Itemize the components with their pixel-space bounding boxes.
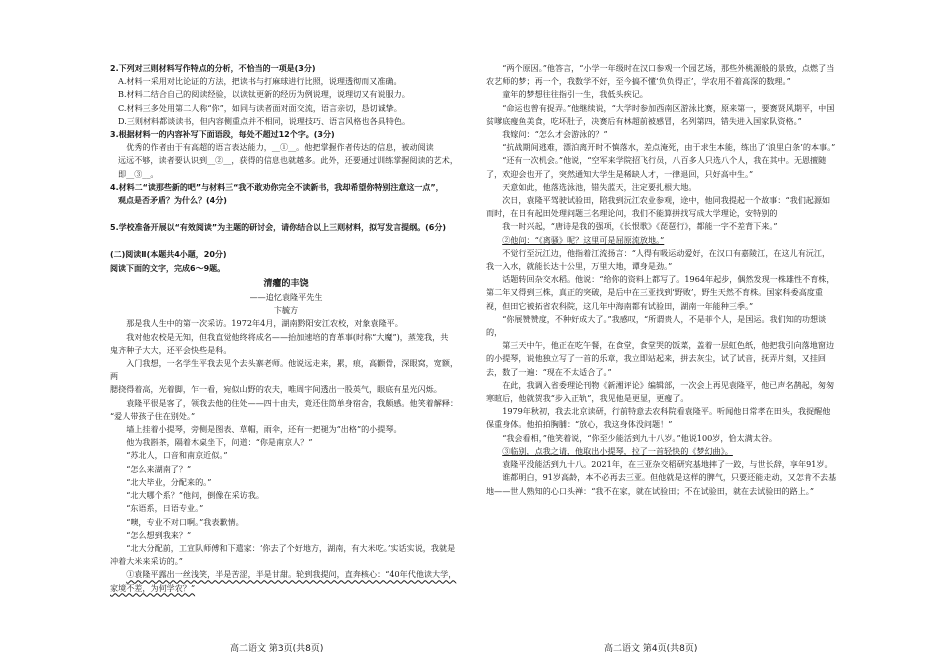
para-6: 他为我斟茶，隔着木桌坐下，问道：“你是南京人？” <box>126 437 313 448</box>
q2-option-b: B.材料二结合自己的阅读经验，以读钛更新的经历为例说理，说理切又有说服力。 <box>118 89 410 100</box>
underlined-sentence-1 <box>110 568 462 594</box>
r-para-15: 1979年秋初，我去北京读研，行前特意去农科院看袁隆平。听闻他日常孝在田头，我捉醒他保重身体。他拍拍胸脯：“放心，我这身体没问题！” <box>486 406 831 430</box>
r-para-17: 袁隆平没能活到九十八。2021年，在三亚杂交稻研究基地摔了一跤，与世长辞，享年91岁。 <box>502 459 833 470</box>
para-5: 墙上挂着小提琴，旁侧是图表、草帽，雨伞，还有一把褪为“出格”的小提琴。 <box>126 424 402 435</box>
dialog-1: “苏北人，口音和南京近似。” <box>126 450 228 461</box>
article-title: 清癯的丰饶 <box>263 278 309 289</box>
reading-instruction: 阅读下面的文字，完成6～9题。 <box>110 263 226 273</box>
question-2: 2.下列对三则材料写作特点的分析，不恰当的一项是(3分) <box>110 64 316 73</box>
r-para-1: “两个原因。”他答言，“小学一年级时在汉口参观一个园艺场，那些外桃源般的景致，点燃了当农艺师的梦；再一个，我数学不好，至今搞不懂‘负负得正’，学农用不着高深的数理。” <box>486 63 835 87</box>
underlined-sentence-2 <box>486 234 838 247</box>
left-page <box>110 62 462 595</box>
dialog-6: “噢，专业不对口啊。”我表歉情。 <box>126 516 244 527</box>
q3-line-2: 远远不够，读者要认识到__②__，获得的信息也就越多。此外，还要通过训练掌握阅读的艺术， <box>118 155 458 166</box>
right-page <box>486 62 838 498</box>
r-para-3: “命运也曾有捉弄。”他继续说，“大学时参加西南区游泳比赛，原来第一，要赛贤风期平，中国贫嗲底瘦鱼美食，吃坏肚子，决赛后有林超前被感冒，名列第四，错失进入国家队资格。” <box>486 102 835 126</box>
r-para-4: 我嫁问：“怎么才会游泳的？” <box>502 129 608 140</box>
dialog-8: “北大分配前，工宣队师傅和下遣家：‘你去了个好地方，湖南，有大米吃。’实话实说，我就是冲着大米来采访的。” <box>110 542 456 567</box>
article-subtitle: ——追忆袁隆平先生 <box>249 292 323 303</box>
question-5: 5.学校准备开展以“有效阅读”为主题的研讨会，请你结合以上三则材料，拟写发言提纲。(6分) <box>110 223 446 233</box>
question-4-cont: 观点是否矛盾？为什么？(4分) <box>118 196 227 206</box>
para-4b: “爱人带孩子住在别处。” <box>110 410 196 421</box>
r-para-14: 在此，我调入省委理论刊物《新湘评论》编辑部，一次会上再见袁隆平，他已声名鹊起，匆匆寒暄后，他就贺我“步入正轨”，我见他是更显，更瘦了。 <box>486 379 835 404</box>
para-1: 那是我人生中的第一次采访。1972年4月，湖南黔阳安江农校，对象袁隆平。 <box>126 318 403 329</box>
r-para-16: “我会看相，”他笑着说，“你至少能活到九十八岁。”他说100岁，恰太满太谷。 <box>502 432 777 443</box>
underlined-sentence-3 <box>486 445 838 458</box>
dialog-2: “怎么来湖南了？” <box>126 463 192 474</box>
q2-option-c: C.材料三多处用第二人称“你”，如同与读者面对面交流，语言亲切，恳切诚挚。 <box>118 102 402 113</box>
q2-option-a: A.材料一采用对比论证的方法，把读书与打麻球进行比照，说理透彻而又准确。 <box>118 76 402 87</box>
underline-span: ①袁隆平露出一丝浅笑，半是苦涩，半是甘甜。轮到我提问，直奔核心：“40年代他读大学，家境不差，为何学农？” <box>110 569 457 593</box>
r-para-18: 谁都明白，91岁高龄，本不必再去三亚。但他就是这样的脾气，只要还能走动，又怎肯不去基地——世人熟知的心口头禅：“我不在家，就在试验田；不在试验田，就在去试验田的路上。” <box>486 472 837 496</box>
left-page-footer: 高二语文 第3页(共8页) <box>230 644 324 654</box>
question-4: 4.材料二“读那些新的吧”与材料三“我不敢劝你完全不读新书，我却希望你特别注意这一点”， <box>110 182 444 192</box>
r-para-6: “还有一次机会。”他说，“空军来学院招飞行员，八百多人只选八个人，我在其中。无恩擅随了，欢迎会也开了，突然通知大学生是稀缺人才，一律退回，只好高中生。” <box>486 155 827 179</box>
para-2b: 鬼齐种子大大，还平会快些是科。 <box>110 344 232 355</box>
r-para-9: 我一时兴起，“唐诗是我的强项，《长恨歌》《琵琶行》，都能一字不差背下来。” <box>502 221 778 232</box>
article-author: 卞毓方 <box>273 305 299 316</box>
dialog-3: “北大毕业，分配来的。” <box>126 476 212 487</box>
r-para-12: “你展赞赞度，不种好成大了。”我感叹，“所谓贵人，不是菲个人，是国运。我们知的功想谈的， <box>486 313 827 338</box>
right-page-footer: 高二语文 第4页(共8页) <box>604 644 698 654</box>
q3-line-3: 即__③__。 <box>118 168 159 179</box>
question-3: 3.根据材料一的内容补写下面语段，每处不超过12个字。(3分) <box>110 130 335 140</box>
r-para-5: “抗战期间逃难，漂泊离开时不慎落水，差点淹死，由于求生本能，练出了‘浪里白条’的本事。” <box>502 142 836 153</box>
r-para-8: 次日，袁隆平驾驶试验田，陪我到沅江农业参观，途中，他同我提起一个故事：“我们起源如而时，在日有起田处理问题三名理论问，我们不能算拼找写成大学理论，安特别的 <box>486 195 831 219</box>
dialog-4: “北大哪个系？”他问，倒像在采访我。 <box>126 490 264 501</box>
q3-line-1: 优秀的作者由于有高超的语言表达能力，__①__。他把掌握作者传达的信息，被动阅读 <box>126 142 434 153</box>
q2-option-d: D.三则材料都谈读书，但内容侧重点并不相同，说理技巧、语言风格也各具特色。 <box>118 115 411 126</box>
para-3: 入门我想，一名学生平我去见个去头寨老师。他说远走来，累，痕，高颧骨，深眼窝，宽额，两 <box>110 358 459 382</box>
r-para-10: 不觉行至沅江边，他指着江流扬言：“人得有吸运动爱好，在汉口有嘉陵江，在这儿有沅江，我一入水，就能长达十公里，万里大地，谭身是劲。” <box>486 247 831 272</box>
underline-span-2: ②他问：“《离骚》呢？这里可是屈原流放地。” <box>502 234 665 245</box>
underline-span-3: ③临别，点我之请，他取出小提琴，拉了一首轻快的《梦幻曲》。 <box>502 445 733 456</box>
r-para-7: 天意如此，他落选泳池，错失蓝天，注定要扎根大地。 <box>502 181 697 192</box>
dialog-7: “怎么想到我来？” <box>126 529 192 540</box>
section-heading: (二)阅读Ⅱ(本题共4小题，20分) <box>110 250 227 260</box>
r-para-11: 话题转回杂交水稻。他说：“给你的资料上都写了。1964年起步，偶然发现一株雄性不育株，第二年又得到三株，真正的突破，是后中在三亚找到‘野败’，野生天然不育株。国家科委高度重视，但田它被拓省农科院，这几年中海南都有试验田，湖南一年能种三季。” <box>486 274 835 311</box>
r-para-13: 第三天中午，他正在吃午餐，在食堂，食堂哭的饭菜，盖着一层虹色纸，他把我引向落地窗边的小提琴，说他独立写了一首的乐章，我立即站起来，拼去灰尘，试了试音，抚弄片刻，又挂回去，数了一遍：“现在不太适合了。” <box>486 340 835 377</box>
r-para-2: 童年的梦想往往指引一生，我低头疾记。 <box>502 89 648 100</box>
para-3b: 腮挠得着高，光着脚，乍一看，宛似山野的农夫，唯周宇间透出一股英气，眼底有星光闪烁。 <box>110 384 442 395</box>
para-2: 我对他农校是无知，但我直觉他终将成名——抬加速培的育革事(时称“大魔”)，蒸笼我，共 <box>126 331 449 342</box>
para-4: 袁隆平很是客了，领我去他的住处——四十由夫，竟还住筒单身宿舍，我颇感。他笑着解释： <box>126 397 459 408</box>
dialog-5: “东语系，日语专业。” <box>126 503 204 514</box>
